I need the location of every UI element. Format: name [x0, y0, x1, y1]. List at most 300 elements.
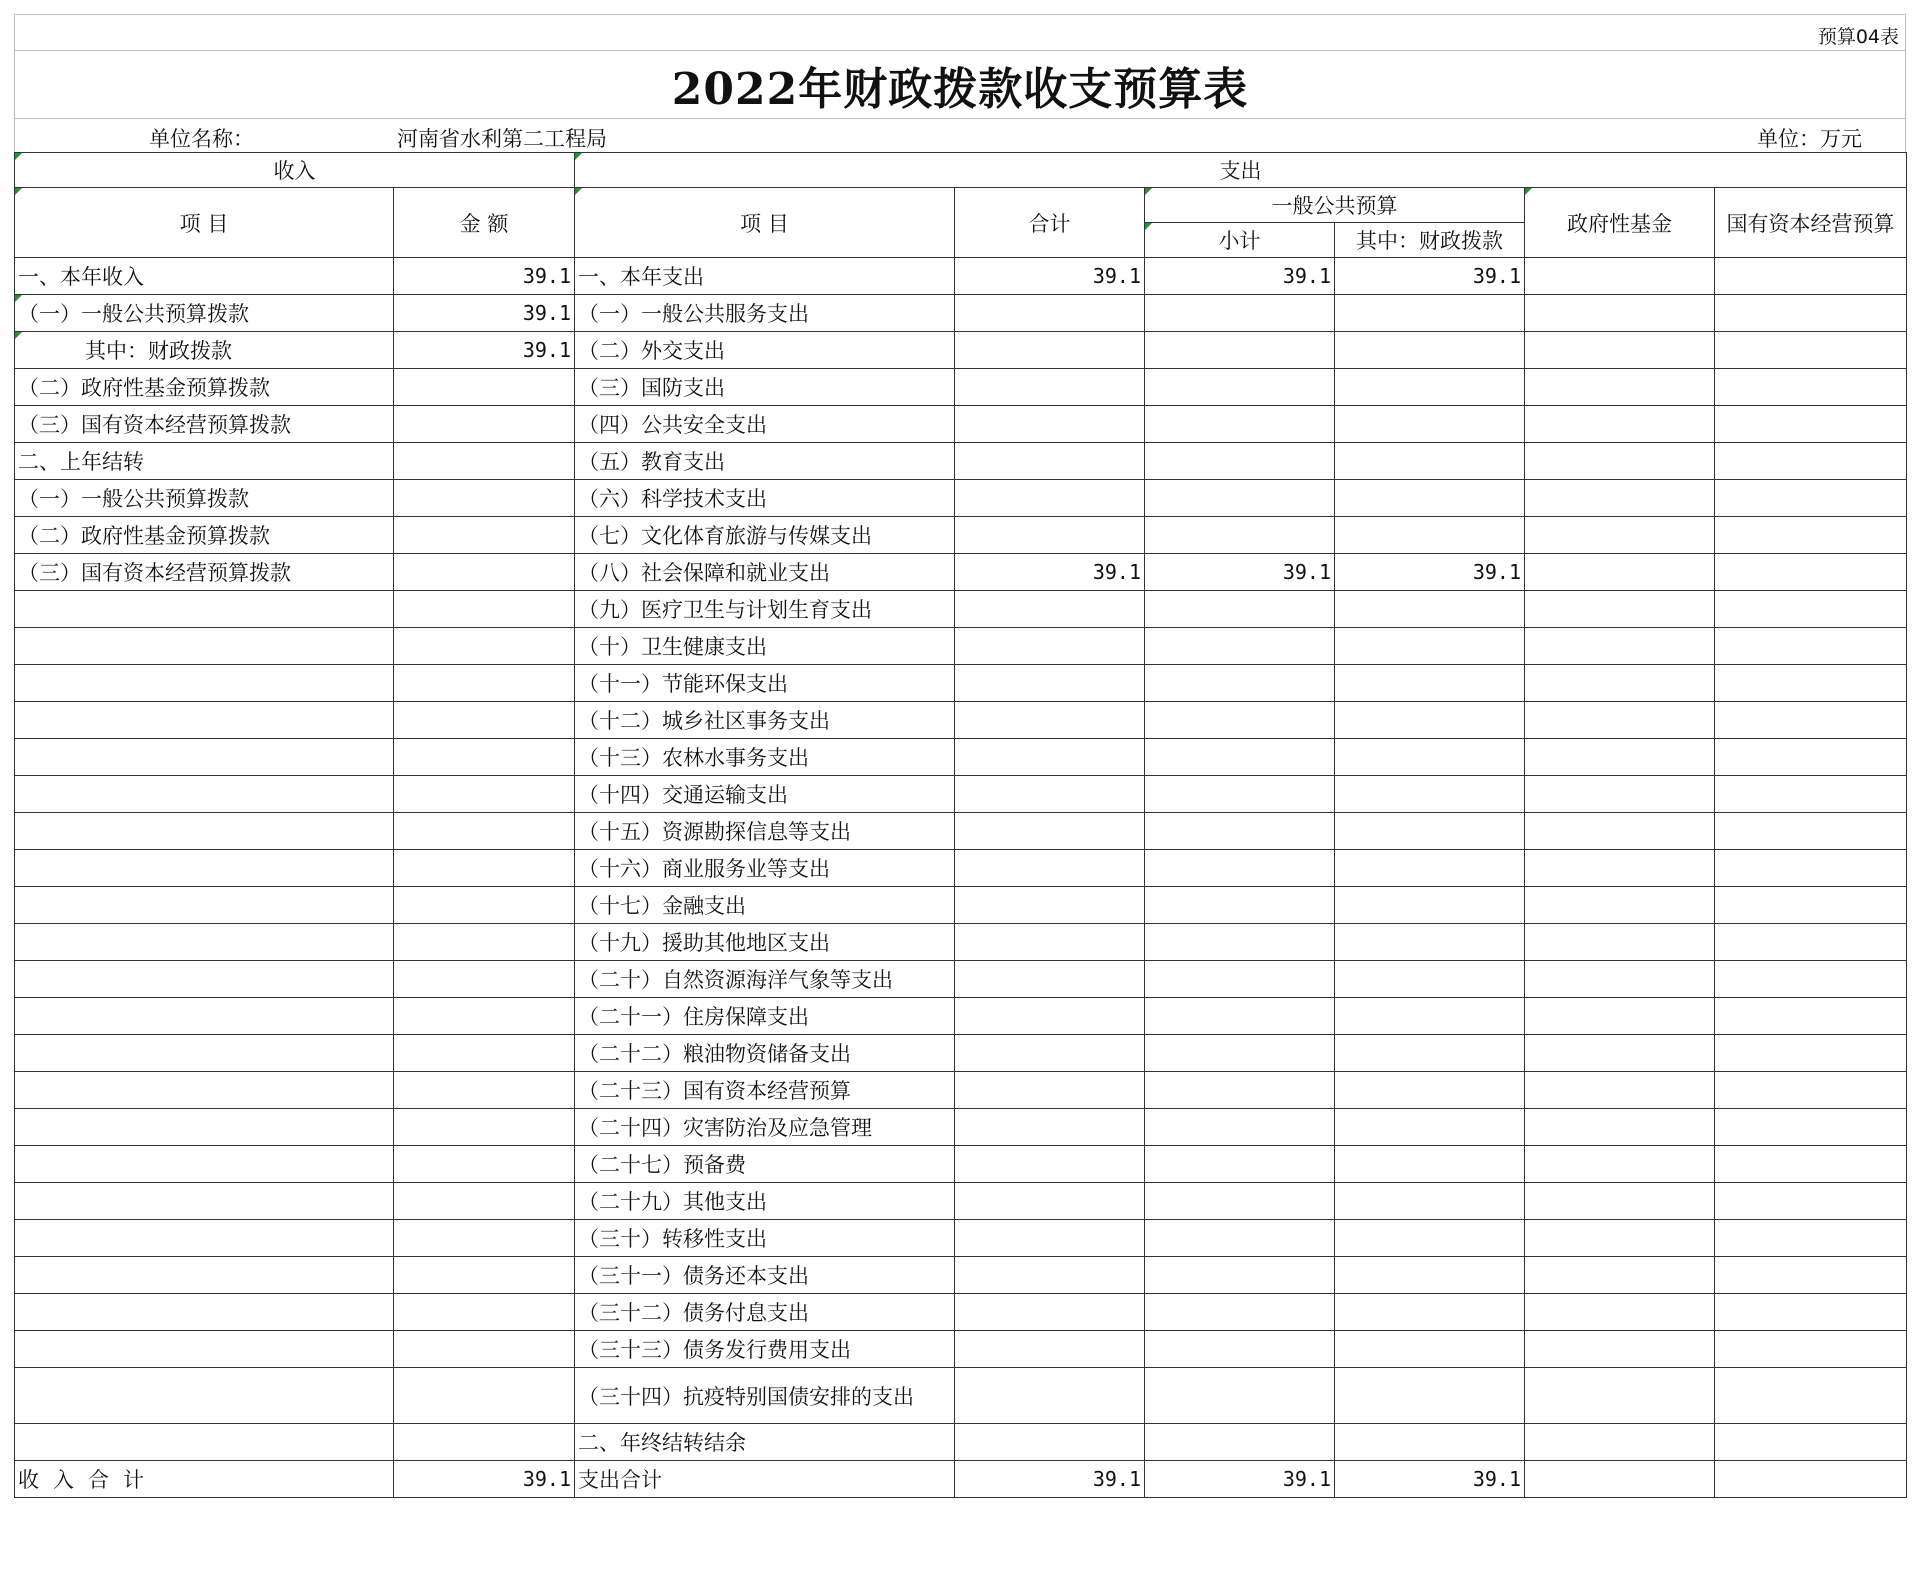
expense-total-cell: [955, 887, 1145, 924]
income-item: [15, 1220, 394, 1257]
income-amount: [394, 1368, 575, 1424]
fiscal-cell: [1335, 295, 1525, 332]
table-row: [15, 1257, 1907, 1294]
state-capital-cell: [1715, 924, 1907, 961]
table-row: [15, 813, 1907, 850]
expense-item: （二十三）国有资本经营预算: [575, 1072, 955, 1109]
fiscal-cell: [1335, 1220, 1525, 1257]
income-item: [15, 665, 394, 702]
expense-item: （二十七）预备费: [575, 1146, 955, 1183]
subtotal-cell: [1145, 1072, 1335, 1109]
income-amount: [394, 776, 575, 813]
expense-total-cell: [955, 591, 1145, 628]
expense-item: （九）医疗卫生与计划生育支出: [575, 591, 955, 628]
expense-total-cell: [955, 369, 1145, 406]
fiscal-cell: [1335, 887, 1525, 924]
expense-total-cell: [955, 1109, 1145, 1146]
budget-sheet: [14, 14, 1906, 1498]
state-capital-cell: [1715, 369, 1907, 406]
fiscal-cell: [1335, 1257, 1525, 1294]
gov-fund-cell: [1525, 406, 1715, 443]
expense-item: （十三）农林水事务支出: [575, 739, 955, 776]
income-item: [15, 1146, 394, 1183]
income-amount: [394, 1183, 575, 1220]
subtotal-cell: [1145, 1146, 1335, 1183]
expense-total-cell: [955, 702, 1145, 739]
subtotal-cell: [1145, 1220, 1335, 1257]
expense-item: 二、年终结转结余: [575, 1424, 955, 1461]
expense-total-cell: [955, 1294, 1145, 1331]
expense-item: （十）卫生健康支出: [575, 628, 955, 665]
expense-total-cell: [955, 924, 1145, 961]
title-row: [14, 50, 1906, 118]
gov-fund-cell: [1525, 850, 1715, 887]
income-item: （三）国有资本经营预算拨款: [15, 554, 394, 591]
income-item: [15, 1294, 394, 1331]
gov-fund-cell: [1525, 443, 1715, 480]
gov-fund-cell: [1525, 295, 1715, 332]
income-amount: [394, 961, 575, 998]
expense-state-capital: [1715, 1461, 1907, 1498]
subtotal-cell: [1145, 1257, 1335, 1294]
expense-total-cell: [955, 1331, 1145, 1368]
expense-item: （七）文化体育旅游与传媒支出: [575, 517, 955, 554]
expense-item: （十一）节能环保支出: [575, 665, 955, 702]
gov-fund-cell: [1525, 591, 1715, 628]
fiscal-cell: [1335, 924, 1525, 961]
income-amount: 39.1: [394, 258, 575, 295]
expense-total-cell: [955, 443, 1145, 480]
gov-fund-cell: [1525, 1146, 1715, 1183]
income-amount: [394, 1294, 575, 1331]
gov-fund-cell: [1525, 961, 1715, 998]
state-capital-cell: [1715, 258, 1907, 295]
expense-total-cell: [955, 628, 1145, 665]
expense-total-cell: 39.1: [955, 554, 1145, 591]
gov-fund-cell: [1525, 1072, 1715, 1109]
fiscal-cell: [1335, 1146, 1525, 1183]
income-header: 收入: [15, 153, 575, 188]
expense-item: （十二）城乡社区事务支出: [575, 702, 955, 739]
income-amount: [394, 702, 575, 739]
income-item: [15, 702, 394, 739]
subtotal-cell: [1145, 517, 1335, 554]
table-row: [15, 1220, 1907, 1257]
gov-fund-cell: [1525, 924, 1715, 961]
fiscal-cell: [1335, 369, 1525, 406]
income-item: [15, 1331, 394, 1368]
fiscal-cell: [1335, 702, 1525, 739]
expense-total: 39.1: [955, 1461, 1145, 1498]
income-total-label: 收入合计: [15, 1461, 394, 1498]
expense-item: （一）一般公共服务支出: [575, 295, 955, 332]
income-amount: [394, 739, 575, 776]
income-item: [15, 591, 394, 628]
table-row: [15, 739, 1907, 776]
gov-fund-cell: [1525, 480, 1715, 517]
income-amount: [394, 554, 575, 591]
expense-item: （十六）商业服务业等支出: [575, 850, 955, 887]
income-amount: [394, 887, 575, 924]
gov-fund-cell: [1525, 258, 1715, 295]
totals-row: [15, 1461, 1907, 1498]
income-amount: [394, 1146, 575, 1183]
state-capital-cell: [1715, 1109, 1907, 1146]
income-amount: [394, 369, 575, 406]
state-capital-cell: [1715, 961, 1907, 998]
income-amount: [394, 1424, 575, 1461]
income-amount: 39.1: [394, 295, 575, 332]
expense-total-cell: [955, 1424, 1145, 1461]
subtotal-cell: [1145, 443, 1335, 480]
fiscal-cell: [1335, 850, 1525, 887]
state-capital-cell: [1715, 591, 1907, 628]
expense-item: （二十四）灾害防治及应急管理: [575, 1109, 955, 1146]
table-row: [15, 406, 1907, 443]
fiscal-cell: 39.1: [1335, 258, 1525, 295]
state-capital-cell: [1715, 1220, 1907, 1257]
fiscal-cell: [1335, 517, 1525, 554]
expense-total-label: 支出合计: [575, 1461, 955, 1498]
income-amount: [394, 1331, 575, 1368]
gov-fund-cell: [1525, 628, 1715, 665]
unit-name: 河南省水利第二工程局: [397, 127, 607, 151]
expense-total-cell: [955, 517, 1145, 554]
table-row: [15, 443, 1907, 480]
subtotal-cell: [1145, 480, 1335, 517]
state-capital-cell: [1715, 1183, 1907, 1220]
expense-total-cell: [955, 1368, 1145, 1424]
table-row: [15, 258, 1907, 295]
income-item: （二）政府性基金预算拨款: [15, 517, 394, 554]
expense-item: （二）外交支出: [575, 332, 955, 369]
table-row: [15, 702, 1907, 739]
general-budget-header: 一般公共预算: [1145, 188, 1525, 223]
state-capital-header: 国有资本经营预算: [1715, 188, 1907, 258]
income-item: [15, 813, 394, 850]
form-code: 预算04表: [1817, 26, 1899, 48]
income-amount: [394, 1220, 575, 1257]
state-capital-cell: [1715, 1257, 1907, 1294]
fiscal-cell: [1335, 1331, 1525, 1368]
gov-fund-cell: [1525, 702, 1715, 739]
state-capital-cell: [1715, 813, 1907, 850]
income-amount: [394, 924, 575, 961]
state-capital-cell: [1715, 1424, 1907, 1461]
income-item: （二）政府性基金预算拨款: [15, 369, 394, 406]
state-capital-cell: [1715, 998, 1907, 1035]
gov-fund-cell: [1525, 665, 1715, 702]
fiscal-cell: [1335, 1424, 1525, 1461]
state-capital-cell: [1715, 702, 1907, 739]
subtotal-cell: 39.1: [1145, 554, 1335, 591]
expense-subtotal: 39.1: [1145, 1461, 1335, 1498]
income-item: [15, 887, 394, 924]
gov-fund-cell: [1525, 517, 1715, 554]
expense-gov-fund: [1525, 1461, 1715, 1498]
income-item: [15, 776, 394, 813]
expense-total-cell: 39.1: [955, 258, 1145, 295]
expense-total-cell: [955, 739, 1145, 776]
fiscal-cell: 39.1: [1335, 554, 1525, 591]
expense-total-cell: [955, 850, 1145, 887]
state-capital-cell: [1715, 1146, 1907, 1183]
table-body: [15, 258, 1907, 1461]
income-amount: [394, 443, 575, 480]
table-row: [15, 1368, 1907, 1424]
unit-name-label: 单位名称：: [149, 127, 254, 151]
table-row: [15, 1146, 1907, 1183]
income-item: [15, 998, 394, 1035]
expense-total-cell: [955, 665, 1145, 702]
gov-fund-cell: [1525, 1220, 1715, 1257]
gov-fund-cell: [1525, 1109, 1715, 1146]
table-row: [15, 517, 1907, 554]
subtotal-header: 小计: [1145, 223, 1335, 258]
fiscal-cell: [1335, 1183, 1525, 1220]
fiscal-cell: [1335, 406, 1525, 443]
income-item: [15, 1257, 394, 1294]
table-row: [15, 1035, 1907, 1072]
subtotal-cell: [1145, 1331, 1335, 1368]
expense-total-cell: [955, 295, 1145, 332]
fiscal-cell: [1335, 332, 1525, 369]
subtotal-cell: [1145, 924, 1335, 961]
table-row: [15, 887, 1907, 924]
gov-fund-cell: [1525, 1257, 1715, 1294]
table-row: [15, 480, 1907, 517]
expense-total-cell: [955, 813, 1145, 850]
subtotal-cell: [1145, 776, 1335, 813]
table-row: [15, 332, 1907, 369]
state-capital-cell: [1715, 1035, 1907, 1072]
subtotal-cell: [1145, 1294, 1335, 1331]
income-amount-header: 金 额: [394, 188, 575, 258]
fiscal-cell: [1335, 961, 1525, 998]
income-amount: [394, 850, 575, 887]
income-amount: [394, 1072, 575, 1109]
fiscal-cell: [1335, 813, 1525, 850]
state-capital-cell: [1715, 480, 1907, 517]
income-amount: [394, 813, 575, 850]
expense-total-cell: [955, 1072, 1145, 1109]
form-code-row: [14, 14, 1906, 50]
gov-fund-cell: [1525, 998, 1715, 1035]
fiscal-cell: [1335, 665, 1525, 702]
income-amount: [394, 628, 575, 665]
expense-item: （二十二）粮油物资储备支出: [575, 1035, 955, 1072]
state-capital-cell: [1715, 628, 1907, 665]
gov-fund-cell: [1525, 1424, 1715, 1461]
subtotal-cell: [1145, 1183, 1335, 1220]
table-row: [15, 1109, 1907, 1146]
income-item: [15, 628, 394, 665]
state-capital-cell: [1715, 1294, 1907, 1331]
unit-row: [14, 118, 1906, 152]
expense-item: （三十三）债务发行费用支出: [575, 1331, 955, 1368]
budget-table: [14, 152, 1907, 1498]
state-capital-cell: [1715, 887, 1907, 924]
state-capital-cell: [1715, 295, 1907, 332]
table-row: [15, 554, 1907, 591]
expense-item: （三十）转移性支出: [575, 1220, 955, 1257]
expense-item: （八）社会保障和就业支出: [575, 554, 955, 591]
subtotal-cell: 39.1: [1145, 258, 1335, 295]
gov-fund-cell: [1525, 1035, 1715, 1072]
income-item: （三）国有资本经营预算拨款: [15, 406, 394, 443]
expense-total-cell: [955, 776, 1145, 813]
income-total-amount: 39.1: [394, 1461, 575, 1498]
state-capital-cell: [1715, 554, 1907, 591]
fiscal-cell: [1335, 739, 1525, 776]
subtotal-cell: [1145, 850, 1335, 887]
expense-item: （十四）交通运输支出: [575, 776, 955, 813]
subtotal-cell: [1145, 1368, 1335, 1424]
gov-fund-cell: [1525, 1368, 1715, 1424]
income-amount: [394, 406, 575, 443]
income-item: [15, 1109, 394, 1146]
income-amount: [394, 665, 575, 702]
gov-fund-header: 政府性基金: [1525, 188, 1715, 258]
gov-fund-cell: [1525, 1183, 1715, 1220]
income-item: [15, 1424, 394, 1461]
fiscal-cell: [1335, 1109, 1525, 1146]
state-capital-cell: [1715, 739, 1907, 776]
table-row: [15, 961, 1907, 998]
expense-total-cell: [955, 406, 1145, 443]
expense-item: （十五）资源勘探信息等支出: [575, 813, 955, 850]
expense-total-cell: [955, 1146, 1145, 1183]
income-item: [15, 1183, 394, 1220]
gov-fund-cell: [1525, 776, 1715, 813]
subtotal-cell: [1145, 1035, 1335, 1072]
subtotal-cell: [1145, 887, 1335, 924]
expense-item: （十七）金融支出: [575, 887, 955, 924]
fiscal-cell: [1335, 1368, 1525, 1424]
expense-total-cell: [955, 961, 1145, 998]
expense-item-header: 项 目: [575, 188, 955, 258]
state-capital-cell: [1715, 1331, 1907, 1368]
state-capital-cell: [1715, 850, 1907, 887]
subtotal-cell: [1145, 295, 1335, 332]
state-capital-cell: [1715, 1072, 1907, 1109]
expense-item: （二十九）其他支出: [575, 1183, 955, 1220]
income-amount: [394, 998, 575, 1035]
income-amount: 39.1: [394, 332, 575, 369]
subtotal-cell: [1145, 1109, 1335, 1146]
subtotal-cell: [1145, 332, 1335, 369]
table-row: [15, 1424, 1907, 1461]
gov-fund-cell: [1525, 554, 1715, 591]
gov-fund-cell: [1525, 739, 1715, 776]
income-amount: [394, 517, 575, 554]
fiscal-cell: [1335, 998, 1525, 1035]
fiscal-cell: [1335, 480, 1525, 517]
gov-fund-cell: [1525, 887, 1715, 924]
gov-fund-cell: [1525, 1331, 1715, 1368]
table-row: [15, 628, 1907, 665]
expense-total-cell: [955, 1035, 1145, 1072]
table-row: [15, 665, 1907, 702]
subtotal-cell: [1145, 628, 1335, 665]
income-item: [15, 1072, 394, 1109]
state-capital-cell: [1715, 443, 1907, 480]
table-row: [15, 1183, 1907, 1220]
income-amount: [394, 1109, 575, 1146]
table-row: [15, 776, 1907, 813]
state-capital-cell: [1715, 776, 1907, 813]
income-item: 一、本年收入: [15, 258, 394, 295]
table-row: [15, 1331, 1907, 1368]
table-row: [15, 369, 1907, 406]
table-row: [15, 1072, 1907, 1109]
expense-item: （十九）援助其他地区支出: [575, 924, 955, 961]
income-amount: [394, 1035, 575, 1072]
state-capital-cell: [1715, 1368, 1907, 1424]
expense-item: 一、本年支出: [575, 258, 955, 295]
fiscal-cell: [1335, 628, 1525, 665]
subtotal-cell: [1145, 1424, 1335, 1461]
table-row: [15, 295, 1907, 332]
expense-fiscal: 39.1: [1335, 1461, 1525, 1498]
expense-item: （二十一）住房保障支出: [575, 998, 955, 1035]
fiscal-cell: [1335, 443, 1525, 480]
state-capital-cell: [1715, 332, 1907, 369]
gov-fund-cell: [1525, 1294, 1715, 1331]
income-item: [15, 1035, 394, 1072]
income-amount: [394, 1257, 575, 1294]
state-capital-cell: [1715, 517, 1907, 554]
total-header: 合计: [955, 188, 1145, 258]
fiscal-cell: [1335, 591, 1525, 628]
income-item: 二、上年结转: [15, 443, 394, 480]
expense-total-cell: [955, 998, 1145, 1035]
subtotal-cell: [1145, 739, 1335, 776]
fiscal-cell: [1335, 1035, 1525, 1072]
income-item: 其中：财政拨款: [15, 332, 394, 369]
income-item: [15, 1368, 394, 1424]
expense-total-cell: [955, 1257, 1145, 1294]
state-capital-cell: [1715, 406, 1907, 443]
expense-total-cell: [955, 1183, 1145, 1220]
income-item: （一）一般公共预算拨款: [15, 480, 394, 517]
expense-header: 支出: [575, 153, 1907, 188]
subtotal-cell: [1145, 406, 1335, 443]
gov-fund-cell: [1525, 332, 1715, 369]
income-item: [15, 961, 394, 998]
gov-fund-cell: [1525, 813, 1715, 850]
table-row: [15, 591, 1907, 628]
table-row: [15, 1294, 1907, 1331]
expense-total-cell: [955, 1220, 1145, 1257]
income-item-header: 项 目: [15, 188, 394, 258]
gov-fund-cell: [1525, 369, 1715, 406]
income-item: [15, 739, 394, 776]
income-item: [15, 850, 394, 887]
income-amount: [394, 480, 575, 517]
expense-item: （六）科学技术支出: [575, 480, 955, 517]
table-row: [15, 998, 1907, 1035]
subtotal-cell: [1145, 369, 1335, 406]
fiscal-cell: [1335, 1294, 1525, 1331]
subtotal-cell: [1145, 961, 1335, 998]
expense-item: （三十二）债务付息支出: [575, 1294, 955, 1331]
unit-label: 单位：万元: [1757, 127, 1862, 151]
state-capital-cell: [1715, 665, 1907, 702]
expense-item: （三十一）债务还本支出: [575, 1257, 955, 1294]
subtotal-cell: [1145, 998, 1335, 1035]
subtotal-cell: [1145, 702, 1335, 739]
